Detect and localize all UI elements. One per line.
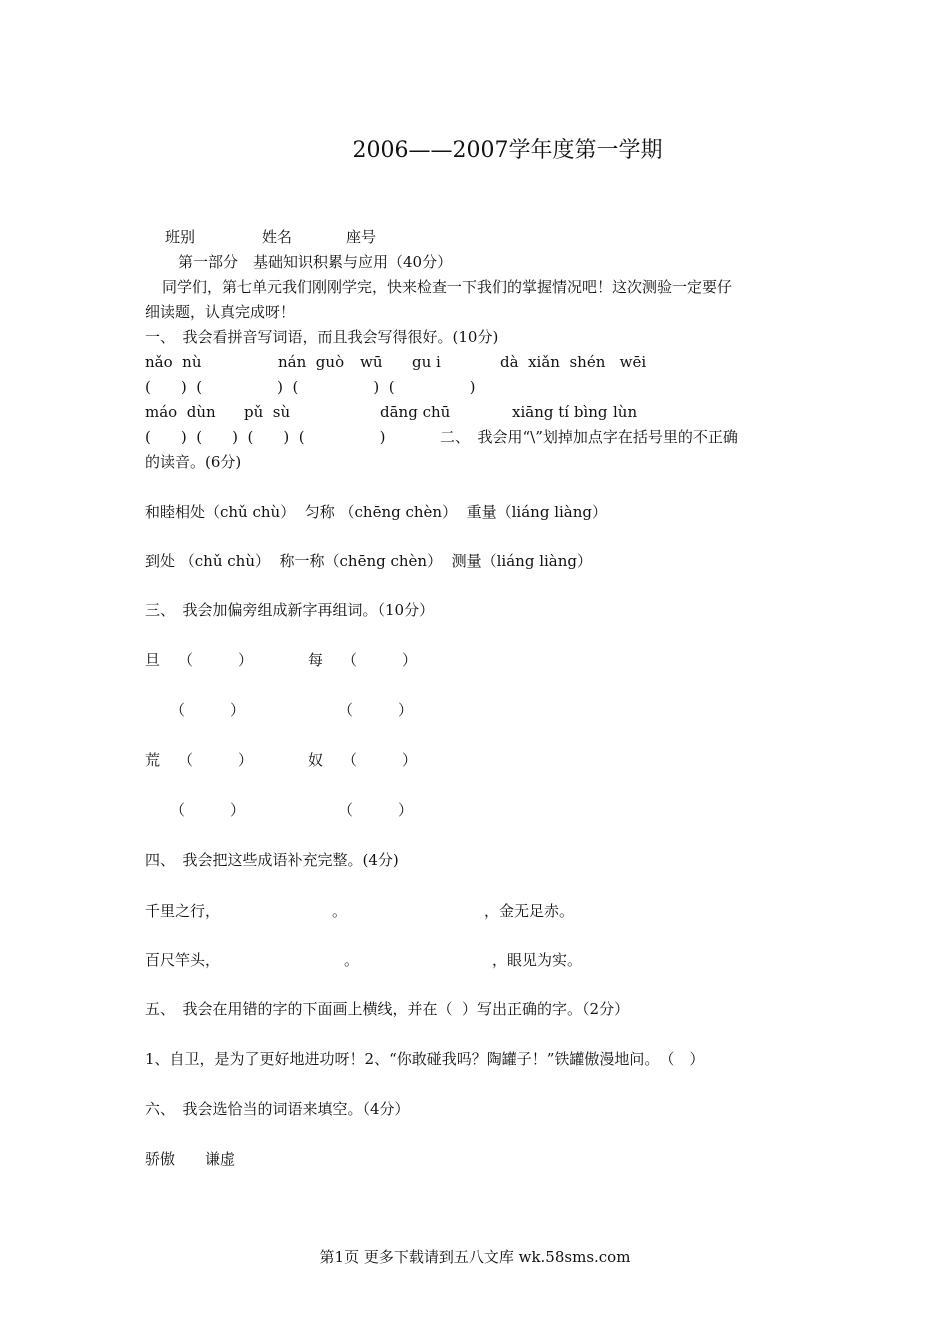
q3-blank: （ ） (342, 651, 418, 669)
q3-blank: （ ） (178, 751, 254, 769)
q4-line-1-mid: 。 (332, 902, 348, 920)
q3-blank: （ ） (342, 751, 418, 769)
q3-heading: 三、 我会加偏旁组成新字再组词。（10分） (145, 601, 435, 619)
q1-pinyin-8: dāng chū (380, 403, 451, 421)
q1-brackets-1: ( ) ( ) ( ) ( ) (145, 378, 476, 396)
q3-char-huang: 荒 (145, 751, 161, 769)
q1-pinyin-7: pǔ sù (244, 403, 291, 421)
q6-heading: 六、 我会选恰当的词语来填空。（4分） (145, 1100, 410, 1118)
q3-blank: （ ） (338, 701, 414, 719)
intro-line-1: 同学们，第七单元我们刚刚学完，快来检查一下我们的掌握情况吧！这次测验一定要仔 (162, 278, 733, 296)
q5-heading: 五、 我会在用错的字的下面画上横线，并在（ ）写出正确的字。（2分） (145, 1000, 630, 1018)
q1-pinyin-10: lùn (613, 403, 638, 421)
part-one-heading: 第一部分 基础知识积累与应用（40分） (178, 253, 453, 271)
q3-char-mei: 每 (308, 651, 324, 669)
q3-char-dan: 旦 (145, 651, 161, 669)
q2-heading-cont: 的读音。(6分) (145, 453, 242, 471)
q3-blank: （ ） (338, 801, 414, 819)
q3-blank: （ ） (170, 801, 246, 819)
q6-words: 骄傲 谦虚 (145, 1150, 236, 1168)
q2-line-1: 和睦相处（chǔ chù） 匀称 （chēng chèn） 重量（liáng liàng） (145, 503, 607, 521)
q2-line-2: 到处 （chǔ chù） 称一称（chēng chèn） 测量（liáng liàng） (145, 552, 592, 570)
q4-line-2-mid: 。 (344, 951, 360, 969)
seat-label: 座号 (346, 228, 377, 246)
q1-pinyin-5: dà xiǎn shén wēi (500, 353, 647, 371)
page-footer: 第1页 更多下载请到五八文库 wk.58sms.com (319, 1248, 631, 1266)
q1-pinyin-9: xiāng tí bìng (512, 403, 608, 421)
q4-line-2-end: ，眼见为实。 (492, 951, 583, 969)
q3-blank: （ ） (170, 701, 246, 719)
intro-line-2: 细读题，认真完成呀！ (145, 303, 296, 321)
q1-heading: 一、 我会看拼音写词语，而且我会写得很好。(10分) (145, 328, 499, 346)
q3-char-nu: 奴 (308, 751, 324, 769)
q1-pinyin-1: nǎo nù (145, 353, 202, 371)
class-label: 班别 (165, 228, 196, 246)
q1-pinyin-4: gu i (412, 353, 441, 371)
q4-line-2-start: 百尺竿头， (145, 951, 221, 969)
q4-line-1-end: ，金无足赤。 (484, 902, 575, 920)
q1-pinyin-6: máo dùn (145, 403, 216, 421)
name-label: 姓名 (262, 228, 293, 246)
q1-pinyin-3: wū (360, 353, 383, 371)
page-title: 2006——2007学年度第一学期 (352, 138, 663, 163)
q5-line: 1、自卫，是为了更好地进功呀！2、“你敢碰我吗？陶罐子！”铁罐傲漫地问。 （ ） (145, 1050, 705, 1068)
q4-line-1-start: 千里之行， (145, 902, 221, 920)
q1-pinyin-2: nán guò (278, 353, 345, 371)
q2-heading: 二、 我会用“\”划掉加点字在括号里的不正确 (440, 428, 738, 446)
q4-heading: 四、 我会把这些成语补充完整。(4分) (145, 851, 399, 869)
q3-blank: （ ） (178, 651, 254, 669)
q1-brackets-2: ( ) ( ) ( ) ( ) (145, 428, 386, 446)
